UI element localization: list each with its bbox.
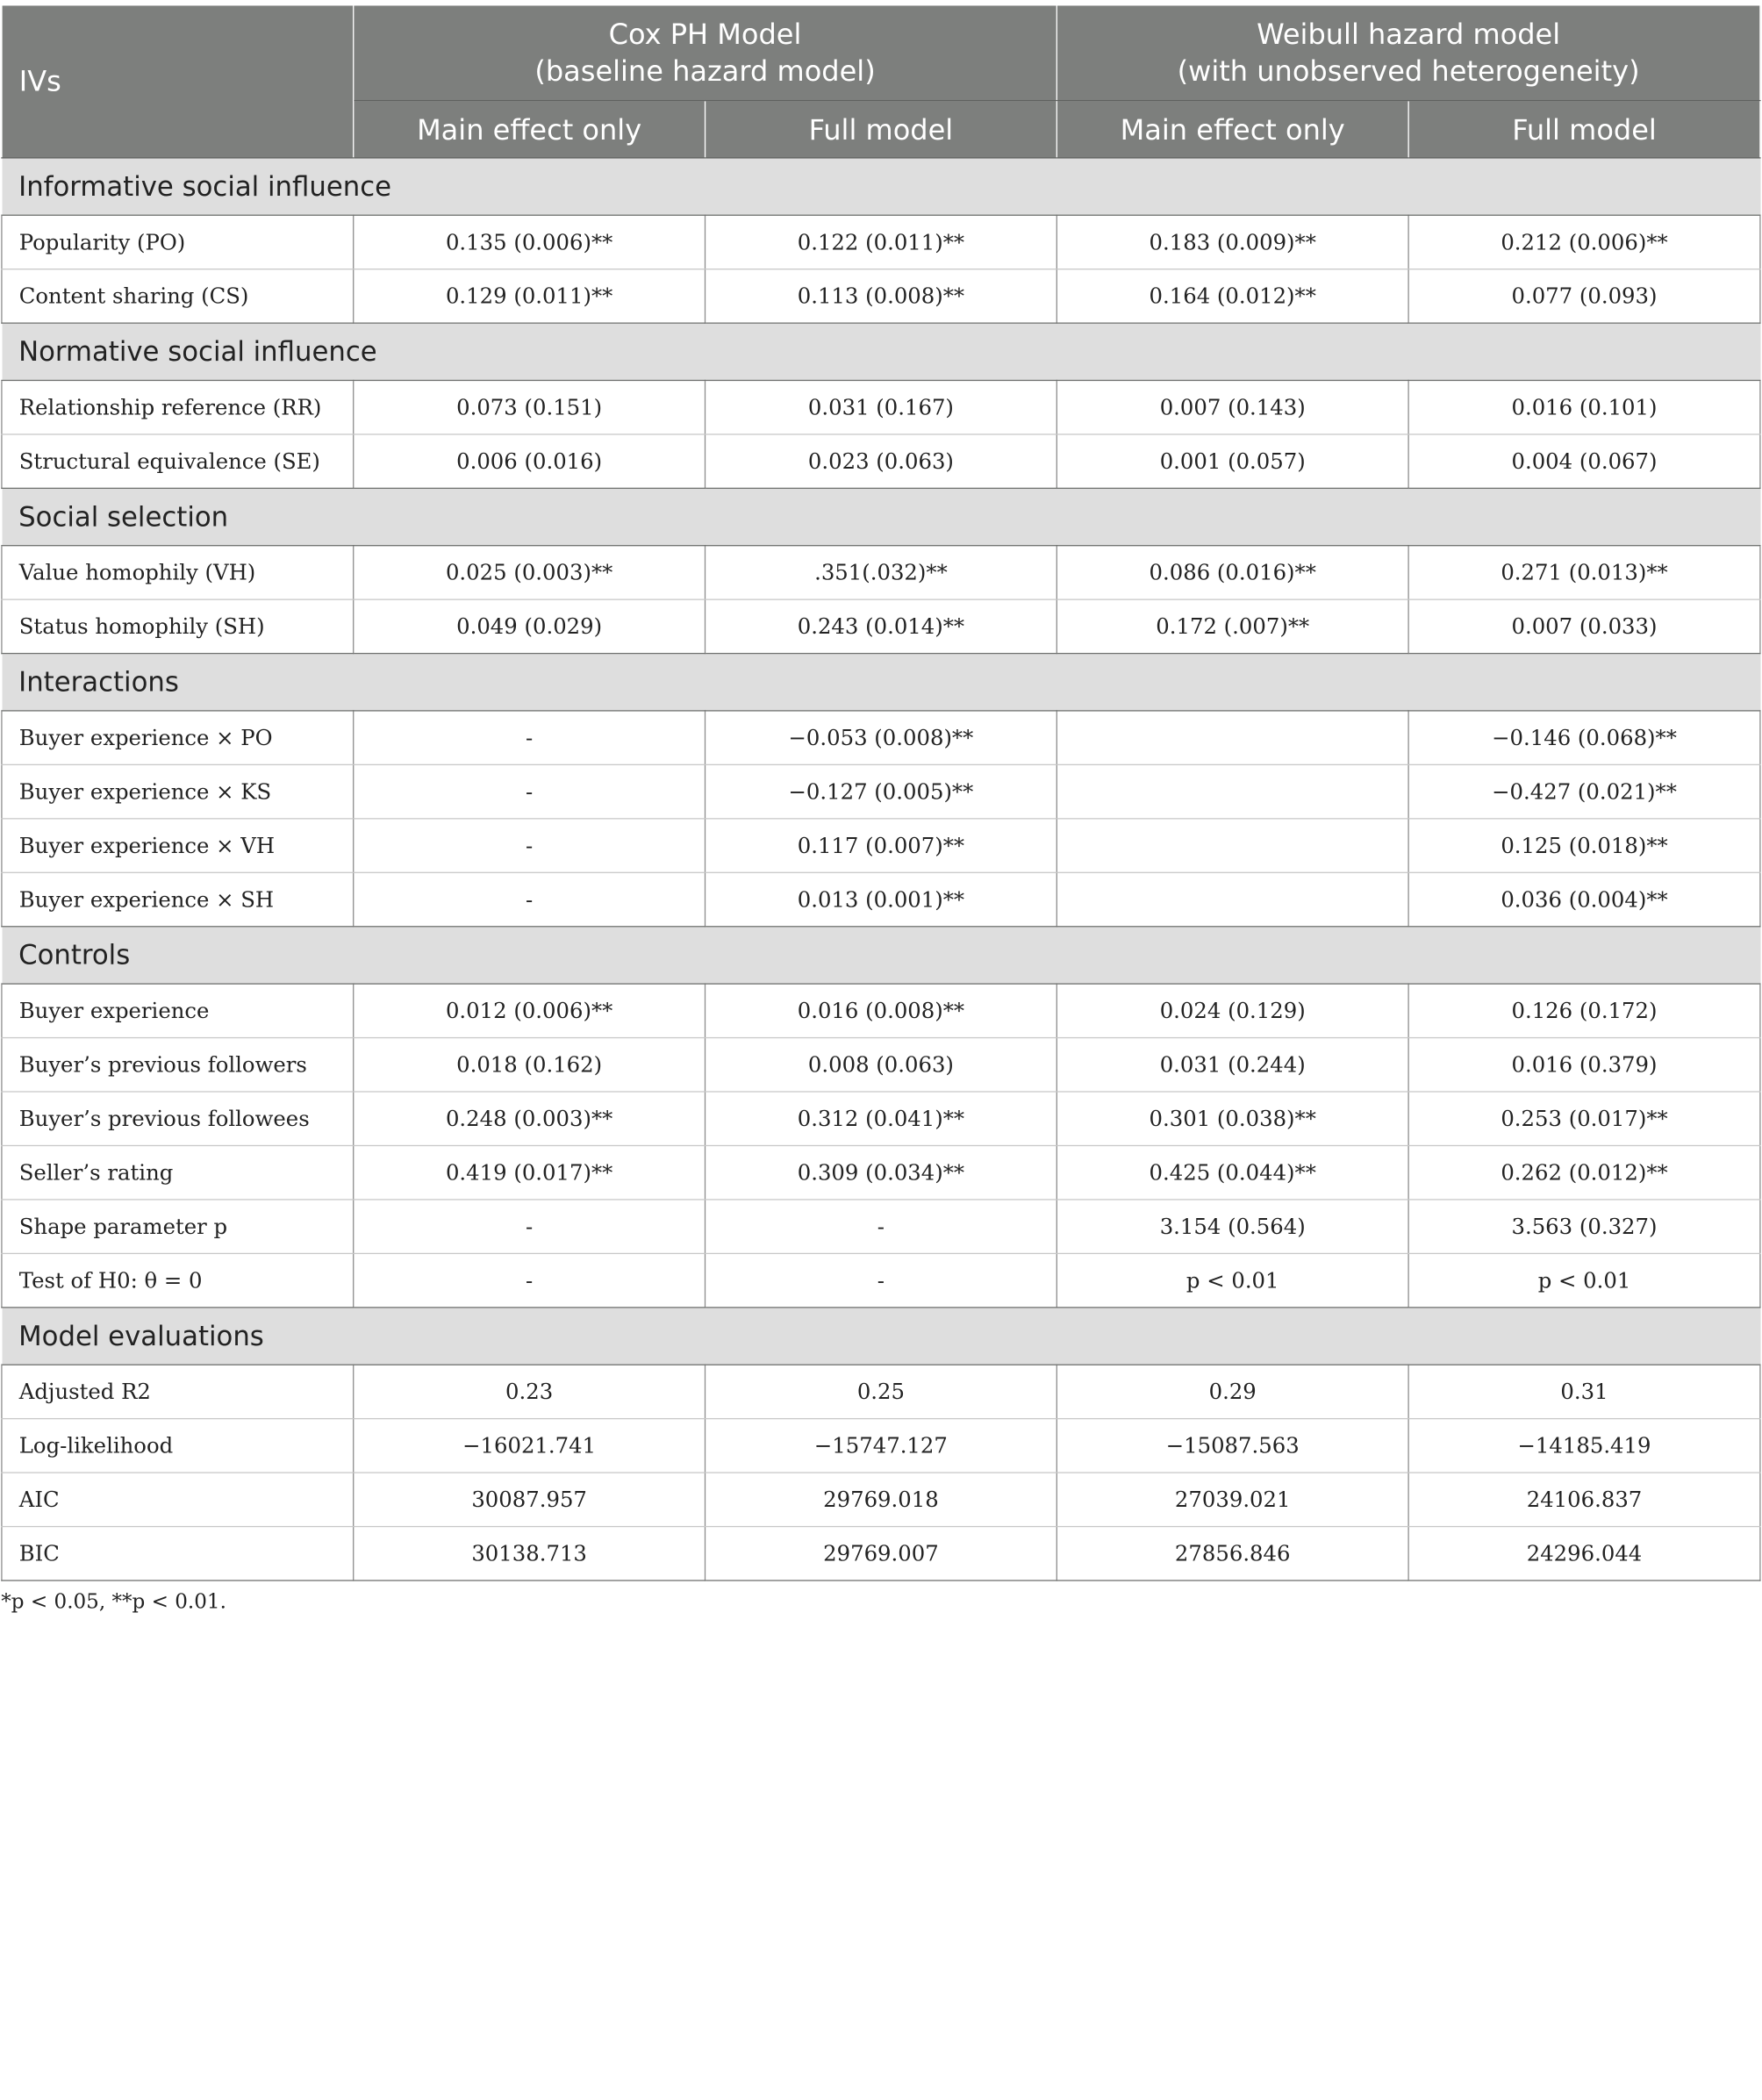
table-cell: 0.129 (0.011)** bbox=[354, 269, 706, 323]
table-row bbox=[2, 872, 1760, 926]
table-cell: 0.036 (0.004)** bbox=[1408, 872, 1760, 926]
row-label: Buyer experience × PO bbox=[2, 711, 354, 764]
table-cell: - bbox=[354, 819, 706, 872]
table-row bbox=[2, 1092, 1760, 1145]
table-cell: 0.425 (0.044)** bbox=[1056, 1145, 1408, 1199]
results-table bbox=[1, 4, 1760, 1581]
table-cell: −15747.127 bbox=[706, 1419, 1057, 1473]
table-cell: 0.31 bbox=[1408, 1365, 1760, 1418]
section-header-row bbox=[2, 654, 1760, 711]
weibull-group-title: Weibull hazard model bbox=[1257, 18, 1561, 51]
table-row bbox=[2, 711, 1760, 764]
row-label: AIC bbox=[2, 1473, 354, 1526]
table-cell: 0.023 (0.063) bbox=[706, 434, 1057, 488]
table-row bbox=[2, 819, 1760, 872]
table-cell: - bbox=[706, 1253, 1057, 1307]
footnote: *p < 0.05, **p < 0.01. bbox=[1, 1589, 226, 1614]
row-label: BIC bbox=[2, 1527, 354, 1580]
column-header: Main effect only bbox=[354, 101, 706, 158]
table-cell: 0.262 (0.012)** bbox=[1408, 1145, 1760, 1199]
table-cell: 0.301 (0.038)** bbox=[1056, 1092, 1408, 1145]
table-row bbox=[2, 546, 1760, 599]
table-cell: 24106.837 bbox=[1408, 1473, 1760, 1526]
table-cell: −0.146 (0.068)** bbox=[1408, 711, 1760, 764]
table-cell: 0.013 (0.001)** bbox=[706, 872, 1057, 926]
row-label: Adjusted R2 bbox=[2, 1365, 354, 1418]
table-cell: - bbox=[354, 1253, 706, 1307]
table-row bbox=[2, 1253, 1760, 1307]
table-cell: p < 0.01 bbox=[1408, 1253, 1760, 1307]
row-label: Log-likelihood bbox=[2, 1419, 354, 1473]
table-row bbox=[2, 1473, 1760, 1526]
section-header-row bbox=[2, 488, 1760, 545]
table-cell: 0.212 (0.006)** bbox=[1408, 215, 1760, 269]
table-cell: −0.053 (0.008)** bbox=[706, 711, 1057, 764]
table-cell: 24296.044 bbox=[1408, 1527, 1760, 1580]
section-title: Controls bbox=[2, 927, 1760, 984]
table-row bbox=[2, 1200, 1760, 1253]
section-header-row bbox=[2, 927, 1760, 984]
table-cell: - bbox=[354, 711, 706, 764]
table-cell: 29769.018 bbox=[706, 1473, 1057, 1526]
table-cell: 0.049 (0.029) bbox=[354, 599, 706, 653]
table-cell: 27856.846 bbox=[1056, 1527, 1408, 1580]
cox-group-subtitle: (baseline hazard model) bbox=[534, 54, 876, 88]
section-title: Interactions bbox=[2, 654, 1760, 711]
table-cell: 0.025 (0.003)** bbox=[354, 546, 706, 599]
table-cell: −16021.741 bbox=[354, 1419, 706, 1473]
row-label: Popularity (PO) bbox=[2, 215, 354, 269]
table-row bbox=[2, 1527, 1760, 1580]
column-header: Main effect only bbox=[1056, 101, 1408, 158]
table-cell: 0.243 (0.014)** bbox=[706, 599, 1057, 653]
column-header: Full model bbox=[1408, 101, 1760, 158]
section-title: Informative social influence bbox=[2, 158, 1760, 215]
table-cell: 27039.021 bbox=[1056, 1473, 1408, 1526]
table-cell: 0.006 (0.016) bbox=[354, 434, 706, 488]
table-cell: 30087.957 bbox=[354, 1473, 706, 1526]
table-cell: 0.172 (.007)** bbox=[1056, 599, 1408, 653]
cox-group-header bbox=[354, 5, 1057, 101]
table-cell: 0.164 (0.012)** bbox=[1056, 269, 1408, 323]
table-cell: 0.073 (0.151) bbox=[354, 380, 706, 434]
section-title: Normative social influence bbox=[2, 323, 1760, 380]
table-cell: 0.125 (0.018)** bbox=[1408, 819, 1760, 872]
table-cell: 0.018 (0.162) bbox=[354, 1038, 706, 1092]
section-header-row bbox=[2, 1308, 1760, 1365]
row-label: Test of H0: θ = 0 bbox=[2, 1253, 354, 1307]
table-cell: 0.024 (0.129) bbox=[1056, 984, 1408, 1037]
table-cell: - bbox=[706, 1200, 1057, 1253]
row-label: Relationship reference (RR) bbox=[2, 380, 354, 434]
table-cell: 0.001 (0.057) bbox=[1056, 434, 1408, 488]
table-cell: 0.126 (0.172) bbox=[1408, 984, 1760, 1037]
table-cell: 3.563 (0.327) bbox=[1408, 1200, 1760, 1253]
table-cell: 3.154 (0.564) bbox=[1056, 1200, 1408, 1253]
section-title: Social selection bbox=[2, 488, 1760, 545]
table-cell: −14185.419 bbox=[1408, 1419, 1760, 1473]
table-cell: 0.253 (0.017)** bbox=[1408, 1092, 1760, 1145]
weibull-group-header bbox=[1056, 5, 1760, 101]
table-cell: - bbox=[354, 1200, 706, 1253]
table-cell: 0.271 (0.013)** bbox=[1408, 546, 1760, 599]
table-cell: 0.309 (0.034)** bbox=[706, 1145, 1057, 1199]
table-row bbox=[2, 1145, 1760, 1199]
table-cell: 0.25 bbox=[706, 1365, 1057, 1418]
table-cell: 0.007 (0.143) bbox=[1056, 380, 1408, 434]
row-label: Buyer experience bbox=[2, 984, 354, 1037]
table-cell: 0.183 (0.009)** bbox=[1056, 215, 1408, 269]
table-row bbox=[2, 380, 1760, 434]
table-cell: 0.113 (0.008)** bbox=[706, 269, 1057, 323]
table-cell: 0.007 (0.033) bbox=[1408, 599, 1760, 653]
row-label: Content sharing (CS) bbox=[2, 269, 354, 323]
table-cell: −0.427 (0.021)** bbox=[1408, 764, 1760, 818]
table-cell: - bbox=[354, 764, 706, 818]
table-row bbox=[2, 984, 1760, 1037]
table-cell: .351(.032)** bbox=[706, 546, 1057, 599]
table-row bbox=[2, 269, 1760, 323]
weibull-group-subtitle: (with unobserved heterogeneity) bbox=[1177, 54, 1640, 88]
table-cell: - bbox=[354, 872, 706, 926]
table-cell: −15087.563 bbox=[1056, 1419, 1408, 1473]
table-cell: 0.135 (0.006)** bbox=[354, 215, 706, 269]
table-row bbox=[2, 764, 1760, 818]
row-label: Buyer experience × SH bbox=[2, 872, 354, 926]
table-cell: 0.419 (0.017)** bbox=[354, 1145, 706, 1199]
table-cell: 0.29 bbox=[1056, 1365, 1408, 1418]
cox-group-title: Cox PH Model bbox=[608, 18, 802, 51]
table-body bbox=[2, 158, 1760, 1580]
table-cell: 30138.713 bbox=[354, 1527, 706, 1580]
table-cell: 0.23 bbox=[354, 1365, 706, 1418]
table-cell: p < 0.01 bbox=[1056, 1253, 1408, 1307]
table-cell bbox=[1056, 764, 1408, 818]
table-cell bbox=[1056, 819, 1408, 872]
table-cell: 0.117 (0.007)** bbox=[706, 819, 1057, 872]
section-header-row bbox=[2, 158, 1760, 215]
table-cell: 0.016 (0.379) bbox=[1408, 1038, 1760, 1092]
row-label: Buyer experience × VH bbox=[2, 819, 354, 872]
column-header: Full model bbox=[706, 101, 1057, 158]
table-cell bbox=[1056, 711, 1408, 764]
table-cell: 0.016 (0.008)** bbox=[706, 984, 1057, 1037]
table-cell: 29769.007 bbox=[706, 1527, 1057, 1580]
table-row bbox=[2, 599, 1760, 653]
table-row bbox=[2, 1365, 1760, 1418]
row-label: Shape parameter p bbox=[2, 1200, 354, 1253]
row-label: Buyer’s previous followers bbox=[2, 1038, 354, 1092]
table-cell: 0.077 (0.093) bbox=[1408, 269, 1760, 323]
row-label: Status homophily (SH) bbox=[2, 599, 354, 653]
ivs-header: IVs bbox=[2, 5, 354, 158]
row-label: Buyer experience × KS bbox=[2, 764, 354, 818]
table-row bbox=[2, 434, 1760, 488]
table-cell: 0.248 (0.003)** bbox=[354, 1092, 706, 1145]
table-cell bbox=[1056, 872, 1408, 926]
section-header-row bbox=[2, 323, 1760, 380]
table-cell: 0.031 (0.244) bbox=[1056, 1038, 1408, 1092]
table-row bbox=[2, 215, 1760, 269]
table-row bbox=[2, 1038, 1760, 1092]
row-label: Structural equivalence (SE) bbox=[2, 434, 354, 488]
table-row bbox=[2, 1419, 1760, 1473]
table-cell: 0.016 (0.101) bbox=[1408, 380, 1760, 434]
table-cell: 0.012 (0.006)** bbox=[354, 984, 706, 1037]
table-cell: 0.008 (0.063) bbox=[706, 1038, 1057, 1092]
row-label: Seller’s rating bbox=[2, 1145, 354, 1199]
table-cell: 0.122 (0.011)** bbox=[706, 215, 1057, 269]
row-label: Value homophily (VH) bbox=[2, 546, 354, 599]
table-cell: −0.127 (0.005)** bbox=[706, 764, 1057, 818]
section-title: Model evaluations bbox=[2, 1308, 1760, 1365]
table-cell: 0.312 (0.041)** bbox=[706, 1092, 1057, 1145]
table-cell: 0.004 (0.067) bbox=[1408, 434, 1760, 488]
table-cell: 0.086 (0.016)** bbox=[1056, 546, 1408, 599]
table-cell: 0.031 (0.167) bbox=[706, 380, 1057, 434]
row-label: Buyer’s previous followees bbox=[2, 1092, 354, 1145]
